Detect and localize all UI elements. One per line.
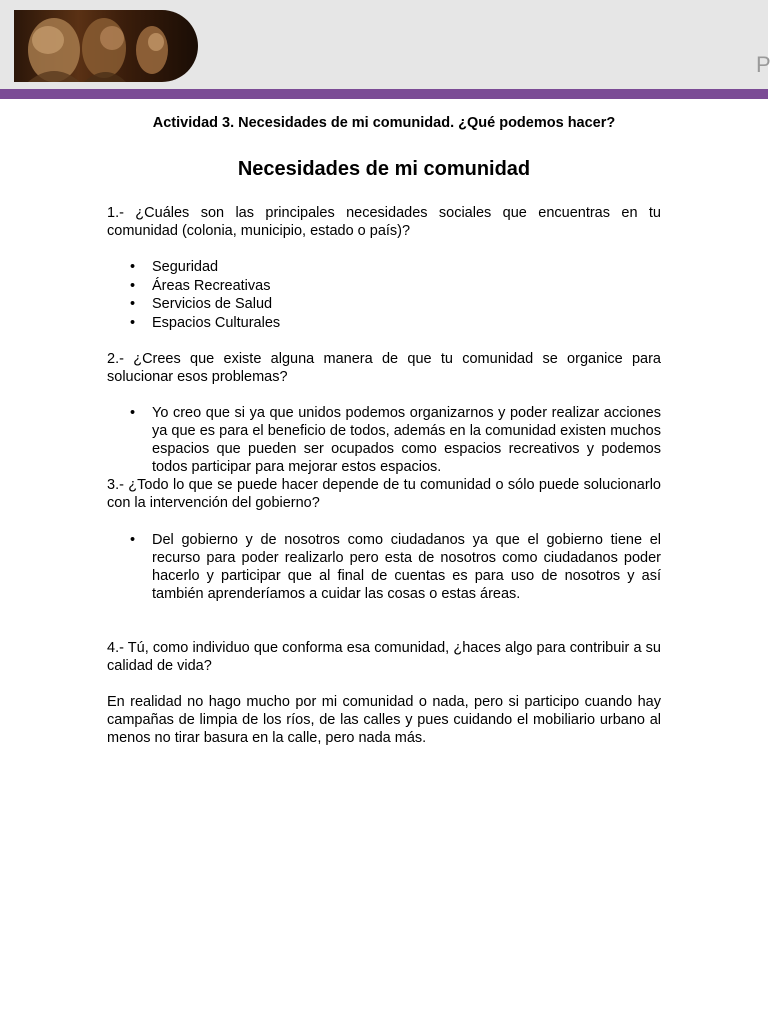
activity-heading: Actividad 3. Necesidades de mi comunidad. ¿Qué podemos hacer? xyxy=(152,115,616,131)
list-item: • Yo creo que si ya que unidos podemos organizarnos y poder realizar acciones ya que es para el beneficio de todos, además en la comunidad existen muchos espacios que pueden ser ocupados como espacios recreativos y podemos todos participar para mejorar estos espacios. xyxy=(152,404,661,476)
question-2-answers xyxy=(107,404,661,476)
list-item: • Áreas Recreativas xyxy=(152,277,661,296)
header-edge-letter: P xyxy=(756,52,771,77)
philosophers-logo xyxy=(14,10,198,82)
question-1: 1.- ¿Cuáles son las principales necesidades sociales que encuentras en tu comunidad (colonia, municipio, estado o país)? xyxy=(107,205,661,239)
list-item: • Seguridad xyxy=(152,258,661,277)
question-3-answers xyxy=(107,531,661,603)
logo-image xyxy=(14,10,198,82)
question-2: 2.- ¿Crees que existe alguna manera de que tu comunidad se organice para solucionar esos problemas? xyxy=(107,350,661,385)
list-item: • Espacios Culturales xyxy=(152,314,661,333)
list-item: • Servicios de Salud xyxy=(152,295,661,314)
list-item: • Del gobierno y de nosotros como ciudadanos ya que el gobierno tiene el recurso para poder realizarlo pero esta de nosotros como ciudadanos poder hacerlo y participar que al final de cuentas es para uso de nosotros y así también aprenderíamos a cuidar las cosas o estas áreas. xyxy=(152,531,661,603)
question-1-answers xyxy=(107,258,661,333)
question-4: 4.- Tú, como individuo que conforma esa comunidad, ¿haces algo para contribuir a su calidad de vida? xyxy=(107,639,661,674)
header-accent-bar xyxy=(0,89,768,99)
question-4-answer: En realidad no hago mucho por mi comunidad o nada, pero si participo cuando hay campañas de limpia de los ríos, de las calles y pues cuidando el mobiliario urbano al menos no tirar basura en la calle, pero nada más. xyxy=(107,693,661,746)
page-title: Necesidades de mi comunidad xyxy=(237,158,531,180)
document-body xyxy=(107,114,661,747)
question-3: 3.- ¿Todo lo que se puede hacer depende de tu comunidad o sólo puede solucionarlo con la intervención del gobierno? xyxy=(107,476,661,511)
page-header xyxy=(0,0,771,89)
